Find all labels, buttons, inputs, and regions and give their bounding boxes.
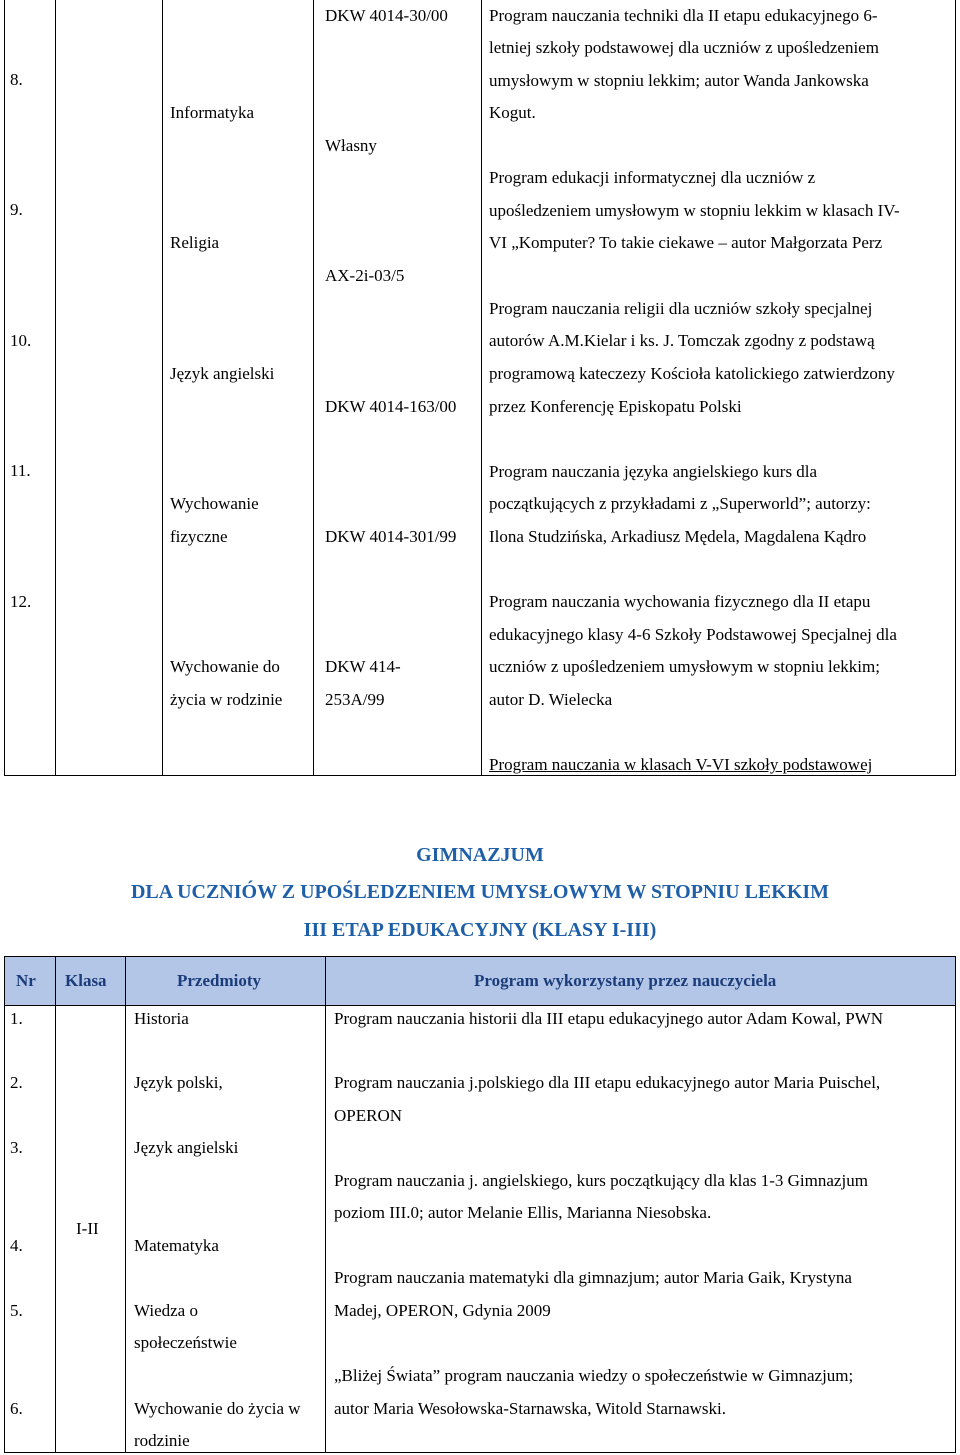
heading-subtitle: DLA UCZNIÓW Z UPOŚLEDZENIEM UMYSŁOWYM W STOPNIU LEKKIM (130, 881, 830, 903)
subject-cell: Wiedza o (134, 1301, 198, 1320)
program-line: Ilona Studzińska, Arkadiusz Mędela, Magdalena Kądro (489, 527, 867, 546)
program-line: edukacyjnego klasy 4-6 Szkoły Podstawowej Specjalnej dla (489, 625, 897, 644)
code-cell: DKW 414- (325, 657, 401, 676)
program-line: upośledzeniem umysłowym w stopniu lekkim w klasach IV- (489, 201, 900, 220)
row-number: 2. (10, 1073, 23, 1092)
program-line: Madej, OPERON, Gdynia 2009 (334, 1301, 551, 1320)
subject-cell: Informatyka (170, 103, 255, 122)
subject-cell: Wychowanie do życia w (134, 1399, 301, 1418)
header-program: Program wykorzystany przez nauczyciela (474, 971, 777, 990)
subject-cell: rodzinie (134, 1431, 190, 1450)
program-line: Program nauczania języka angielskiego kurs dla (489, 462, 818, 481)
program-line: OPERON (334, 1106, 403, 1125)
row-number: 5. (10, 1301, 23, 1320)
header-nr: Nr (16, 971, 36, 990)
subject-cell: życia w rodzinie (170, 690, 283, 709)
subject-cell: Historia (134, 1009, 189, 1028)
subject-cell: fizyczne (170, 527, 228, 546)
row-number: 11. (10, 461, 31, 480)
subject-cell: Język polski, (134, 1073, 223, 1092)
header-klasa: Klasa (65, 971, 107, 990)
code-cell: 253A/99 (325, 690, 385, 709)
program-line: Program nauczania matematyki dla gimnazjum; autor Maria Gaik, Krystyna (334, 1268, 852, 1287)
header-przedmioty: Przedmioty (177, 971, 262, 990)
subject-cell: Wychowanie do (170, 657, 280, 676)
program-line: „Bliżej Świata” program nauczania wiedzy o społeczeństwie w Gimnazjum; (334, 1366, 854, 1385)
program-line: Program nauczania historii dla III etapu edukacyjnego autor Adam Kowal, PWN (334, 1009, 884, 1028)
program-line: letniej szkoły podstawowej dla uczniów z upośledzeniem (489, 38, 879, 57)
subject-cell: Wychowanie (170, 494, 259, 513)
row-number: 8. (10, 70, 23, 89)
subject-cell: Matematyka (134, 1236, 219, 1255)
program-line: uczniów z upośledzeniem umysłowym w stopniu lekkim; (489, 657, 880, 676)
program-line: przez Konferencję Episkopatu Polski (489, 397, 742, 416)
program-line: umysłowym w stopniu lekkim; autor Wanda Jankowska (489, 71, 869, 90)
program-line: Program nauczania w klasach V-VI szkoły podstawowej (489, 755, 873, 774)
subject-cell: Religia (170, 233, 220, 252)
program-line: Program nauczania j.polskiego dla III etapu edukacyjnego autor Maria Puischel, (334, 1073, 881, 1092)
code-cell: DKW 4014-163/00 (325, 397, 457, 416)
program-line: Program edukacji informatycznej dla uczniów z (489, 168, 816, 187)
program-line: Program nauczania wychowania fizycznego dla II etapu (489, 592, 871, 611)
row-number: 4. (10, 1236, 23, 1255)
program-line: autor Maria Wesołowska-Starnawska, Witold Starnawski. (334, 1399, 727, 1418)
heading-title: GIMNAZJUM (416, 844, 544, 866)
program-line: poziom III.0; autor Melanie Ellis, Marianna Niesobska. (334, 1203, 712, 1222)
program-line: Kogut. (489, 103, 536, 122)
subject-cell: Język angielski (134, 1138, 239, 1157)
heading-stage: III ETAP EDUKACYJNY (KLASY I-III) (303, 919, 657, 941)
code-cell: DKW 4014-301/99 (325, 527, 457, 546)
program-line: Program nauczania j. angielskiego, kurs początkujący dla klas 1-3 Gimnazjum (334, 1171, 868, 1190)
code-cell: AX-2i-03/5 (325, 266, 405, 285)
program-line: autorów A.M.Kielar i ks. J. Tomczak zgodny z podstawą (489, 331, 875, 350)
program-line: autor D. Wielecka (489, 690, 613, 709)
row-number: 10. (10, 331, 32, 350)
row-number: 9. (10, 200, 23, 219)
subject-cell: Język angielski (170, 364, 275, 383)
klasa-cell: I-II (76, 1219, 99, 1238)
program-line: Program nauczania techniki dla II etapu edukacyjnego 6- (489, 6, 878, 25)
row-number: 6. (10, 1399, 23, 1418)
program-line: VI „Komputer? To takie ciekawe – autor Małgorzata Perz (489, 233, 883, 252)
row-number: 12. (10, 592, 32, 611)
program-line: programową kateczezy Kościoła katolickiego zatwierdzony (489, 364, 895, 383)
code-cell: DKW 4014-30/00 (325, 6, 448, 25)
row-number: 3. (10, 1138, 23, 1157)
row-number: 1. (10, 1009, 23, 1028)
program-line: początkujących z przykładami z „Superworld”; autorzy: (489, 494, 871, 513)
program-line: Program nauczania religii dla uczniów szkoły specjalnej (489, 299, 873, 318)
subject-cell: społeczeństwie (134, 1333, 237, 1352)
code-cell: Własny (325, 136, 377, 155)
